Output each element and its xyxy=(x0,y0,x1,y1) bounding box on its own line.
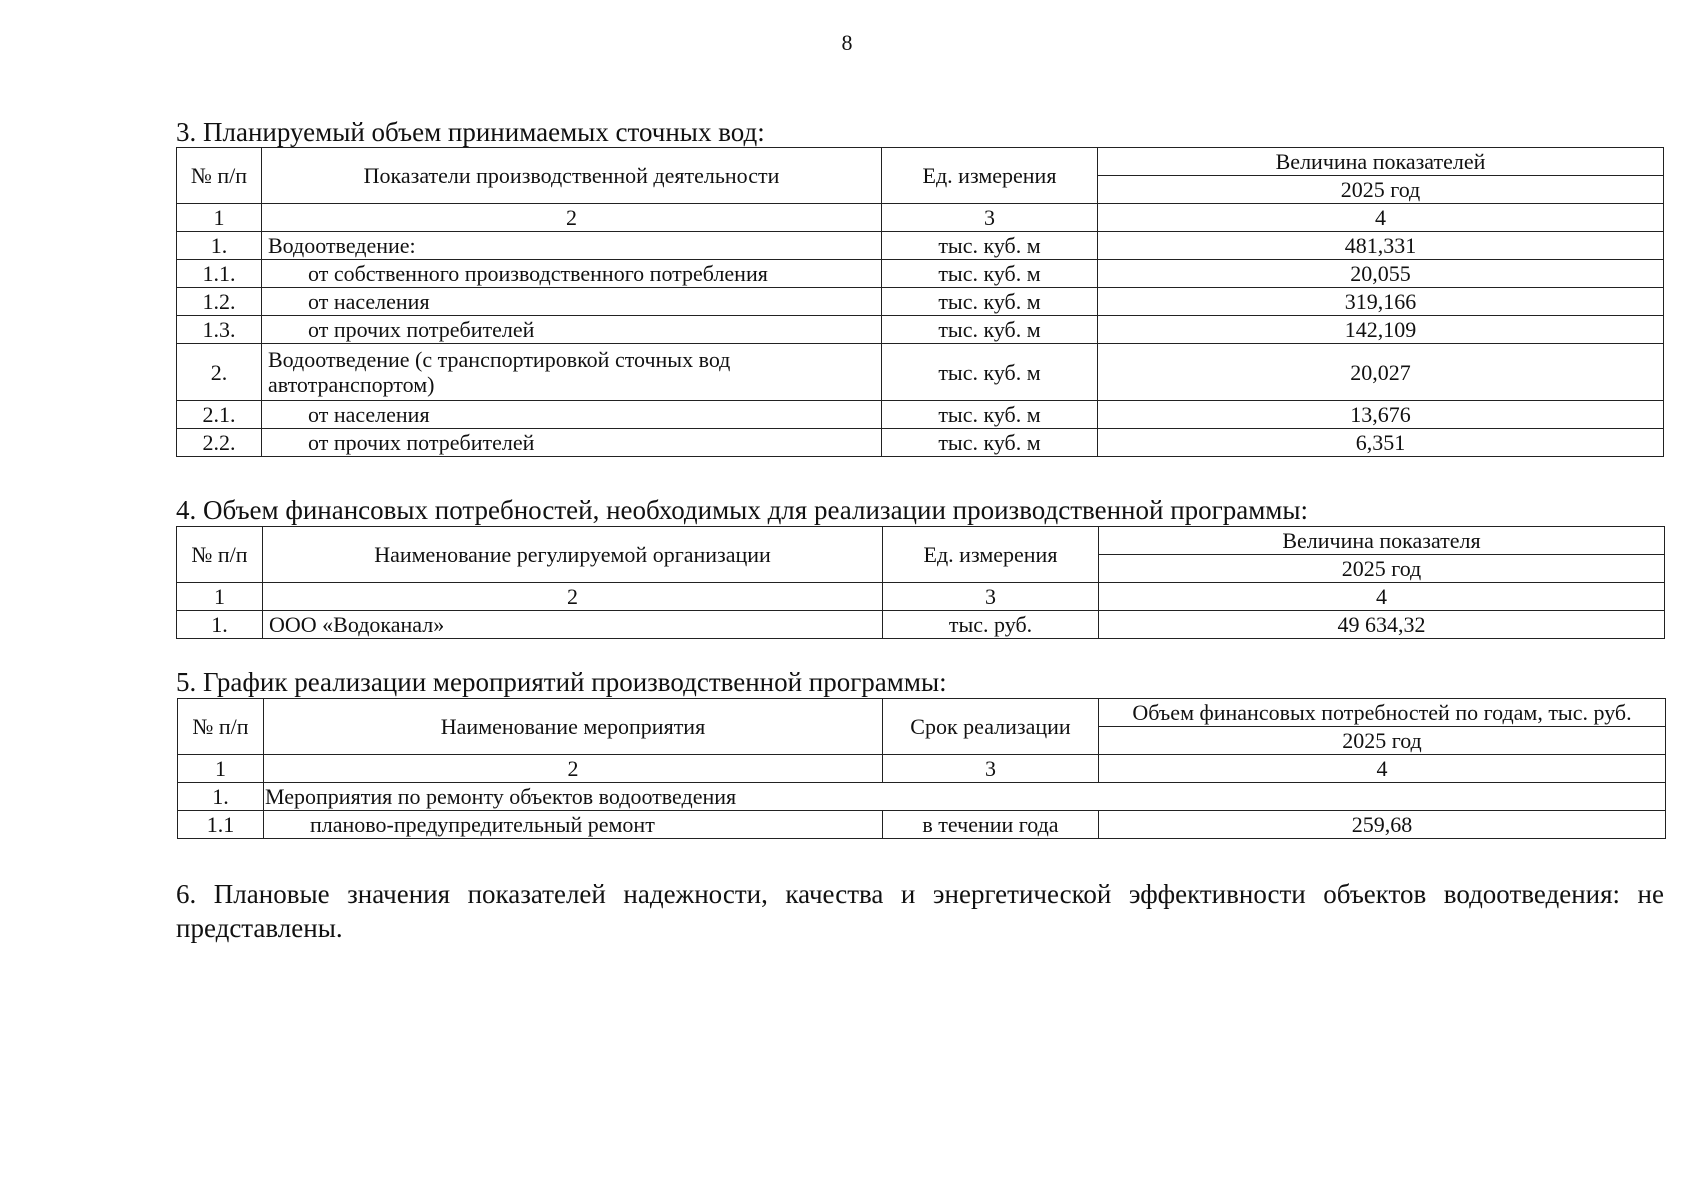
table-row xyxy=(177,344,1664,401)
row-num: 1. xyxy=(178,783,264,811)
header-unit: Ед. измерения xyxy=(882,148,1098,204)
table-row xyxy=(177,429,1664,457)
table-row xyxy=(177,288,1664,316)
row-name: от прочих потребителей xyxy=(262,316,882,344)
row-name: от населения xyxy=(262,401,882,429)
row-name: планово-предупредительный ремонт xyxy=(264,811,883,839)
column-number: 2 xyxy=(263,583,883,611)
column-number: 1 xyxy=(178,755,264,783)
header-indicator: Показатели производственной деятельности xyxy=(262,148,882,204)
table-header-row xyxy=(178,699,1666,727)
header-num: № п/п xyxy=(178,699,264,755)
header-num: № п/п xyxy=(177,527,263,583)
header-value: Величина показателя xyxy=(1099,527,1665,555)
row-name: Водоотведение: xyxy=(262,232,882,260)
row-num: 1.2. xyxy=(177,288,262,316)
row-name: Водоотведение (с транспортировкой сточных вод автотранспортом) xyxy=(262,344,882,401)
financial-needs-table xyxy=(176,526,1665,639)
column-number-row xyxy=(178,755,1666,783)
row-value: 13,676 xyxy=(1098,401,1664,429)
row-num: 1.1. xyxy=(177,260,262,288)
row-unit: тыс. куб. м xyxy=(882,316,1098,344)
row-num: 2. xyxy=(177,344,262,401)
row-name: от населения xyxy=(262,288,882,316)
row-unit: тыс. куб. м xyxy=(882,288,1098,316)
row-num: 2.2. xyxy=(177,429,262,457)
table-row xyxy=(177,316,1664,344)
section-6-paragraph: 6. Плановые значения показателей надежности, качества и энергетической эффективности объектов водоотведения: не представлены. xyxy=(176,879,1664,943)
column-number: 4 xyxy=(1098,204,1664,232)
row-num: 1. xyxy=(177,611,263,639)
column-number-row xyxy=(177,583,1665,611)
row-unit: тыс. куб. м xyxy=(882,344,1098,401)
column-number: 2 xyxy=(262,204,882,232)
row-unit: тыс. руб. xyxy=(883,611,1099,639)
header-name: Наименование регулируемой организации xyxy=(263,527,883,583)
row-name: Мероприятия по ремонту объектов водоотведения xyxy=(264,783,1666,811)
row-value: 6,351 xyxy=(1098,429,1664,457)
row-value: 20,055 xyxy=(1098,260,1664,288)
column-number: 4 xyxy=(1099,583,1665,611)
row-name: ООО «Водоканал» xyxy=(263,611,883,639)
column-number-row xyxy=(177,204,1664,232)
row-value: 142,109 xyxy=(1098,316,1664,344)
header-unit: Ед. измерения xyxy=(883,527,1099,583)
wastewater-volume-table xyxy=(176,147,1664,457)
table-row xyxy=(177,260,1664,288)
page-number: 8 xyxy=(841,30,853,55)
row-value: 20,027 xyxy=(1098,344,1664,401)
row-term: в течении года xyxy=(883,811,1099,839)
column-number: 3 xyxy=(882,204,1098,232)
row-value: 49 634,32 xyxy=(1099,611,1665,639)
row-value: 481,331 xyxy=(1098,232,1664,260)
header-value: Объем финансовых потребностей по годам, тыс. руб. xyxy=(1099,699,1666,727)
row-unit: тыс. куб. м xyxy=(882,429,1098,457)
row-num: 1. xyxy=(177,232,262,260)
table-row xyxy=(177,401,1664,429)
table-row xyxy=(177,611,1665,639)
header-name: Наименование мероприятия xyxy=(264,699,883,755)
table-row xyxy=(177,232,1664,260)
table-header-row xyxy=(177,527,1665,555)
table-row xyxy=(178,811,1666,839)
schedule-table xyxy=(177,698,1666,839)
header-year: 2025 год xyxy=(1098,176,1664,204)
table-header-row xyxy=(177,148,1664,176)
header-term: Срок реализации xyxy=(883,699,1099,755)
row-name: от прочих потребителей xyxy=(262,429,882,457)
column-number: 2 xyxy=(264,755,883,783)
column-number: 1 xyxy=(177,204,262,232)
table-group-row xyxy=(178,783,1666,811)
header-num: № п/п xyxy=(177,148,262,204)
row-unit: тыс. куб. м xyxy=(882,232,1098,260)
row-unit: тыс. куб. м xyxy=(882,401,1098,429)
row-num: 1.3. xyxy=(177,316,262,344)
section-5-title: 5. График реализации мероприятий производственной программы: xyxy=(176,667,947,697)
header-value: Величина показателей xyxy=(1098,148,1664,176)
row-num: 2.1. xyxy=(177,401,262,429)
row-unit: тыс. куб. м xyxy=(882,260,1098,288)
row-name: от собственного производственного потребления xyxy=(262,260,882,288)
column-number: 1 xyxy=(177,583,263,611)
row-value: 319,166 xyxy=(1098,288,1664,316)
row-num: 1.1 xyxy=(178,811,264,839)
column-number: 3 xyxy=(883,755,1099,783)
section-4-title: 4. Объем финансовых потребностей, необходимых для реализации производственной программы: xyxy=(176,495,1309,525)
header-year: 2025 год xyxy=(1099,555,1665,583)
column-number: 3 xyxy=(883,583,1099,611)
row-value: 259,68 xyxy=(1099,811,1666,839)
section-3-title: 3. Планируемый объем принимаемых сточных вод: xyxy=(176,117,765,147)
header-year: 2025 год xyxy=(1099,727,1666,755)
column-number: 4 xyxy=(1099,755,1666,783)
